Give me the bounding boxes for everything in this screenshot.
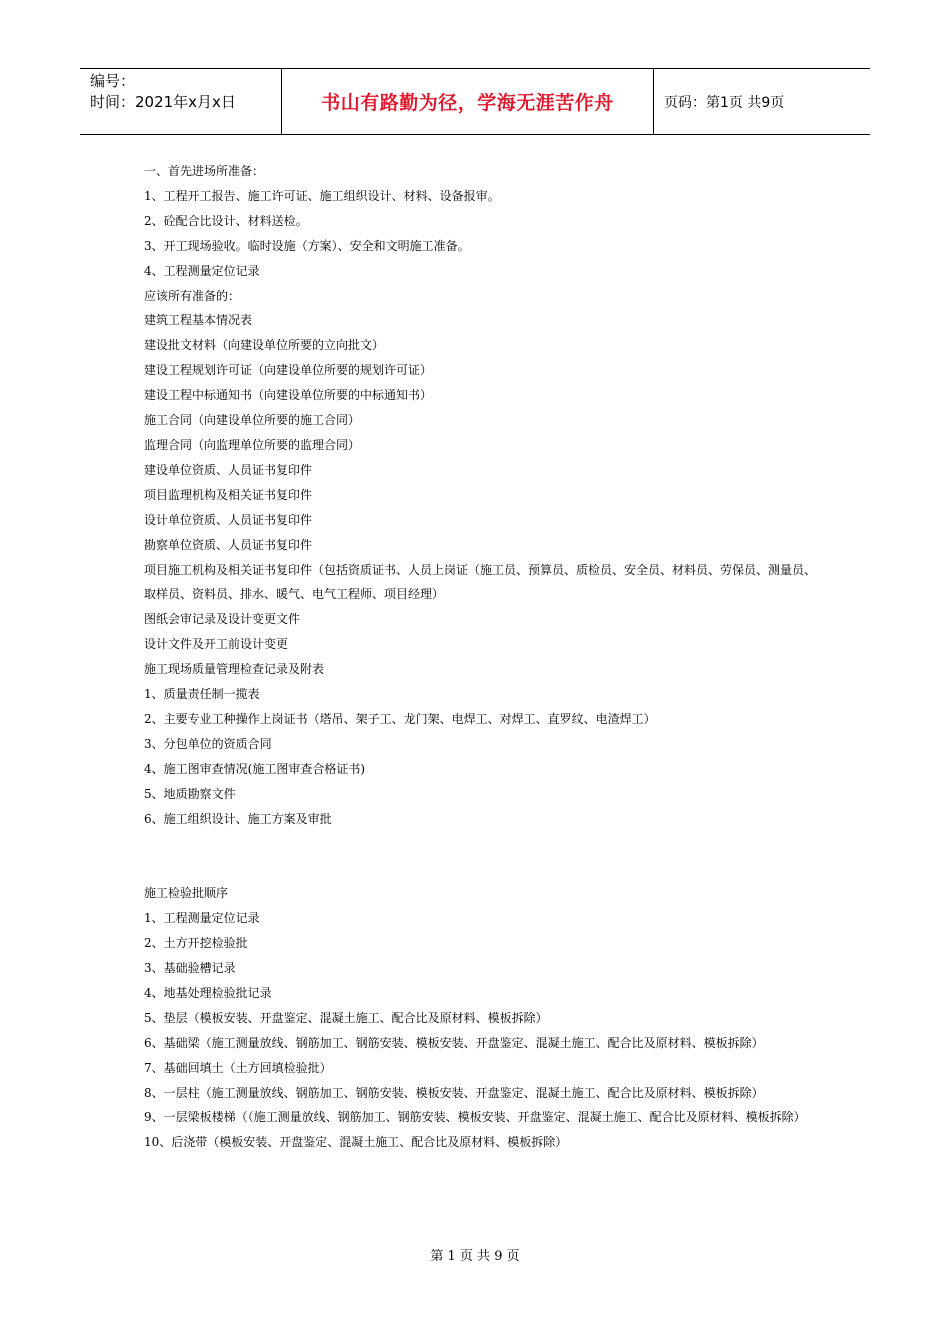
text-line: 项目监理机构及相关证书复印件	[144, 487, 313, 502]
header-meta	[80, 69, 282, 134]
text-line: 建筑工程基本情况表	[144, 313, 253, 328]
text-line: 施工现场质量管理检查记录及附表	[144, 662, 325, 677]
text-line: 应该所有准备的：	[144, 288, 241, 303]
text-line: 1、工程开工报告、施工许可证、施工组织设计、材料、设备报审。	[144, 188, 500, 203]
text-line: 1、质量责任制一揽表	[144, 687, 260, 702]
text-line: 3、基础验槽记录	[144, 960, 236, 975]
text-line: 设计文件及开工前设计变更	[144, 637, 289, 652]
text-line: 6、施工组织设计、施工方案及审批	[144, 811, 332, 826]
text-line: 8、一层柱（施工测量放线、钢筋加工、钢筋安装、模板安装、开盘鉴定、混凝土施工、配合比及原材料、模板拆除）	[144, 1085, 764, 1100]
text-line: 建设批文材料（向建设单位所要的立向批文）	[144, 338, 385, 353]
text-line: 4、施工图审查情况(施工图审查合格证书)	[144, 761, 365, 776]
text-line: 建设单位资质、人员证书复印件	[144, 462, 313, 477]
text-line: 5、地质勘察文件	[144, 786, 236, 801]
header-motto: 书山有路勤为径，学海无涯苦作舟	[282, 69, 654, 134]
page-header	[80, 68, 870, 135]
time-label: 时间：2021年x月x日	[90, 93, 236, 111]
section-gap	[144, 831, 824, 881]
text-line: 设计单位资质、人员证书复印件	[144, 512, 313, 527]
text-line: 勘察单位资质、人员证书复印件	[144, 537, 313, 552]
text-line: 2、土方开挖检验批	[144, 936, 248, 951]
text-line: 4、地基处理检验批记录	[144, 985, 272, 1000]
text-line: 建设工程规划许可证（向建设单位所要的规划许可证）	[144, 363, 433, 378]
text-line: 图纸会审记录及设计变更文件	[144, 612, 301, 627]
text-line: 2、砼配合比设计、材料送检。	[144, 213, 308, 228]
text-line: 6、基础梁（施工测量放线、钢筋加工、钢筋安装、模板安装、开盘鉴定、混凝土施工、配合比及原材料、模板拆除）	[144, 1035, 764, 1050]
text-line: 监理合同（向监理单位所要的监理合同）	[144, 437, 361, 452]
text-line: 项目施工机构及相关证书复印件（包括资质证书、人员上岗证（施工员、预算员、质检员、安全员、材料员、劳保员、测量员、取样员、资料员、排水、暖气、电气工程师、项目经理）	[144, 562, 817, 602]
document-body	[144, 159, 824, 1155]
text-line: 施工检验批顺序	[144, 886, 229, 901]
text-line: 3、分包单位的资质合同	[144, 736, 272, 751]
text-line: 1、工程测量定位记录	[144, 911, 260, 926]
number-label: 编号：	[90, 72, 136, 90]
text-line: 9、一层梁板楼梯（（施工测量放线、钢筋加工、钢筋安装、模板安装、开盘鉴定、混凝土施工、配合比及原材料、模板拆除）	[144, 1110, 806, 1125]
text-line: 一、首先进场所准备：	[144, 164, 265, 178]
text-line: 4、工程测量定位记录	[144, 263, 260, 278]
page-footer: 第 1 页 共 9 页	[430, 1249, 520, 1264]
text-line: 施工合同（向建设单位所要的施工合同）	[144, 413, 361, 428]
text-line: 建设工程中标通知书（向建设单位所要的中标通知书）	[144, 388, 433, 403]
header-page-number: 页码：第1页 共9页	[664, 94, 785, 111]
text-line: 3、开工现场验收。临时设施（方案）、安全和文明施工准备。	[144, 238, 470, 253]
text-line: 5、垫层（模板安装、开盘鉴定、混凝土施工、配合比及原材料、模板拆除）	[144, 1010, 548, 1025]
text-line: 10、后浇带（模板安装、开盘鉴定、混凝土施工、配合比及原材料、模板拆除）	[144, 1135, 568, 1150]
text-line: 2、主要专业工种操作上岗证书（塔吊、架子工、龙门架、电焊工、对焊工、直罗纹、电渣焊工）	[144, 711, 656, 726]
text-line: 7、基础回填土（土方回填检验批）	[144, 1060, 332, 1075]
